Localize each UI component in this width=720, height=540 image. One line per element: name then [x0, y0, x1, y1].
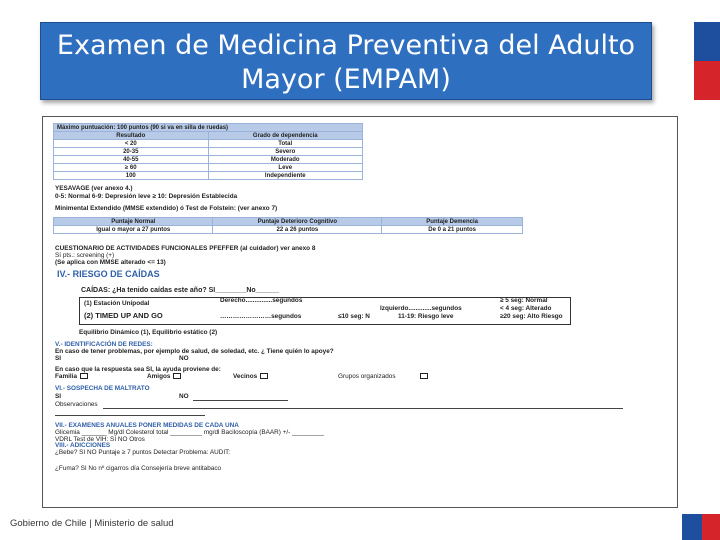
section-vi-title: VI.- SOSPECHA DE MALTRATO — [55, 385, 150, 392]
apoyo-derecho: Derecho...............segundos — [220, 297, 303, 304]
table-cell: Moderado — [208, 156, 363, 164]
mmse-col: Puntaje Deterioro Cognitivo — [213, 218, 382, 226]
barthel-table — [53, 123, 363, 180]
barthel-header: Máximo puntuación: 100 puntos (90 si va en silla de ruedas) — [54, 124, 363, 132]
pfeffer-line-1: Sí pts.: screening (+) — [55, 252, 115, 259]
apoyo-label: (1) Estación Unipodal — [84, 300, 150, 307]
maltrato-si: SI — [55, 393, 62, 400]
yesavage-line: 0-5: Normal 6-9: Depresión leve ≥ 10: Depresión Establecida — [55, 193, 238, 200]
tug-label: (2) TIMED UP AND GO — [84, 311, 163, 320]
table-cell: Severo — [208, 148, 363, 156]
ayuda-option-amigos: Amigos — [147, 373, 181, 380]
tug-result-1: ≤10 seg: N — [338, 313, 370, 320]
pfeffer-line-2: (Se aplica con MMSE alterado <= 13) — [55, 259, 166, 266]
barthel-col: Grado de dependencia — [208, 132, 363, 140]
section-vii-title: VII.- EXAMENES ANUALES PONER MEDIDAS DE CADA UNA — [55, 422, 239, 429]
table-cell: Independiente — [208, 172, 363, 180]
table-cell: < 20 — [54, 140, 209, 148]
balance-test-box — [79, 297, 571, 325]
tug-value: ……………………segundos — [220, 313, 302, 320]
redes-question: En caso de tener problemas, por ejemplo de salud, de soledad, etc. ¿ Tiene quién lo apoye? — [55, 348, 334, 355]
section-v-title: V.- IDENTIFICACIÓN DE REDES: — [55, 341, 153, 348]
table-cell: 22 a 26 puntos — [213, 226, 382, 234]
tug-result-3: ≥20 seg: Alto Riesgo — [500, 313, 563, 320]
checkbox-icon — [80, 373, 88, 379]
scanned-document — [42, 116, 678, 508]
table-cell: De 0 a 21 puntos — [382, 226, 523, 234]
ayuda-option-vecinos: Vecinos — [233, 373, 268, 380]
yesavage-title: YESAVAGE (ver anexo 4.) — [55, 185, 133, 192]
slide-title-box — [40, 22, 652, 100]
tug-result-2: 11-19: Riesgo leve — [398, 313, 454, 320]
mmse-ext-title: Minimental Extendido (MMSE extendido) ó Test de Folstein: (ver anexo 7) — [55, 205, 278, 212]
checkbox-icon — [260, 373, 268, 379]
barthel-col: Resultado — [54, 132, 209, 140]
mmse-col: Puntaje Demencia — [382, 218, 523, 226]
table-cell: ≥ 60 — [54, 164, 209, 172]
section-viii-title: VIII.- ADICCIONES — [55, 442, 111, 449]
table-cell: Total — [208, 140, 363, 148]
ayuda-option-familia: Familia — [55, 373, 88, 380]
apoyo-result-2: < 4 seg: Alterado — [500, 305, 552, 312]
bebe-line: ¿Bebe? SI NO Puntaje ≥ 7 puntos Detectar Problema: AUDIT: — [55, 449, 231, 456]
equilibrio-line: Equilibrio Dinámico (1), Equilibrio estático (2) — [79, 329, 218, 336]
maltrato-no: NO — [179, 393, 189, 400]
examenes-line-2: VDRL Test de VIH: SI NO Otros — [55, 436, 145, 443]
table-cell: Leve — [208, 164, 363, 172]
section-iv-title: IV.- RIESGO DE CAÍDAS — [57, 269, 160, 279]
chile-flag-corner — [682, 514, 720, 540]
table-cell: 40-55 — [54, 156, 209, 164]
observaciones-label: Observaciones — [55, 401, 98, 408]
pfeffer-title: CUESTIONARIO DE ACTIVIDADES FUNCIONALES PFEFFER (al cuidador) ver anexo 8 — [55, 245, 316, 252]
mmse-col: Puntaje Normal — [54, 218, 213, 226]
slide-footer: Gobierno de Chile | Ministerio de salud — [10, 518, 174, 529]
apoyo-result-1: ≥ 5 seg: Normal — [500, 297, 548, 304]
ayuda-option-grupos: Grupos organizados — [338, 373, 428, 380]
chile-flag-strip — [694, 22, 720, 100]
redes-si: SI — [55, 355, 62, 362]
table-cell: 20-35 — [54, 148, 209, 156]
table-cell: Igual o mayor a 27 puntos — [54, 226, 213, 234]
table-cell: 100 — [54, 172, 209, 180]
checkbox-icon — [420, 373, 428, 379]
fuma-line: ¿Fuma? SI No nº cigarros día Consejería breve antitabaco — [55, 465, 222, 472]
slide-title: Examen de Medicina Preventiva del Adulto Mayor (EMPAM) — [56, 30, 636, 95]
apoyo-izquierdo: Izquierdo.............segundos — [380, 305, 462, 312]
ayuda-question: En caso que la respuesta sea SI, la ayuda proviene de: — [55, 366, 221, 373]
redes-no: NO — [179, 355, 189, 362]
mmse-table — [53, 217, 523, 234]
examenes-line-1: Glicemia _______ Mg/dl Colesterol total _________ mg/dl Baciloscopía (BAAR) +/- _________ — [55, 429, 325, 436]
checkbox-icon — [173, 373, 181, 379]
caidas-question: CAÍDAS: ¿Ha tenido caídas este año? SI________No______ — [81, 287, 280, 294]
